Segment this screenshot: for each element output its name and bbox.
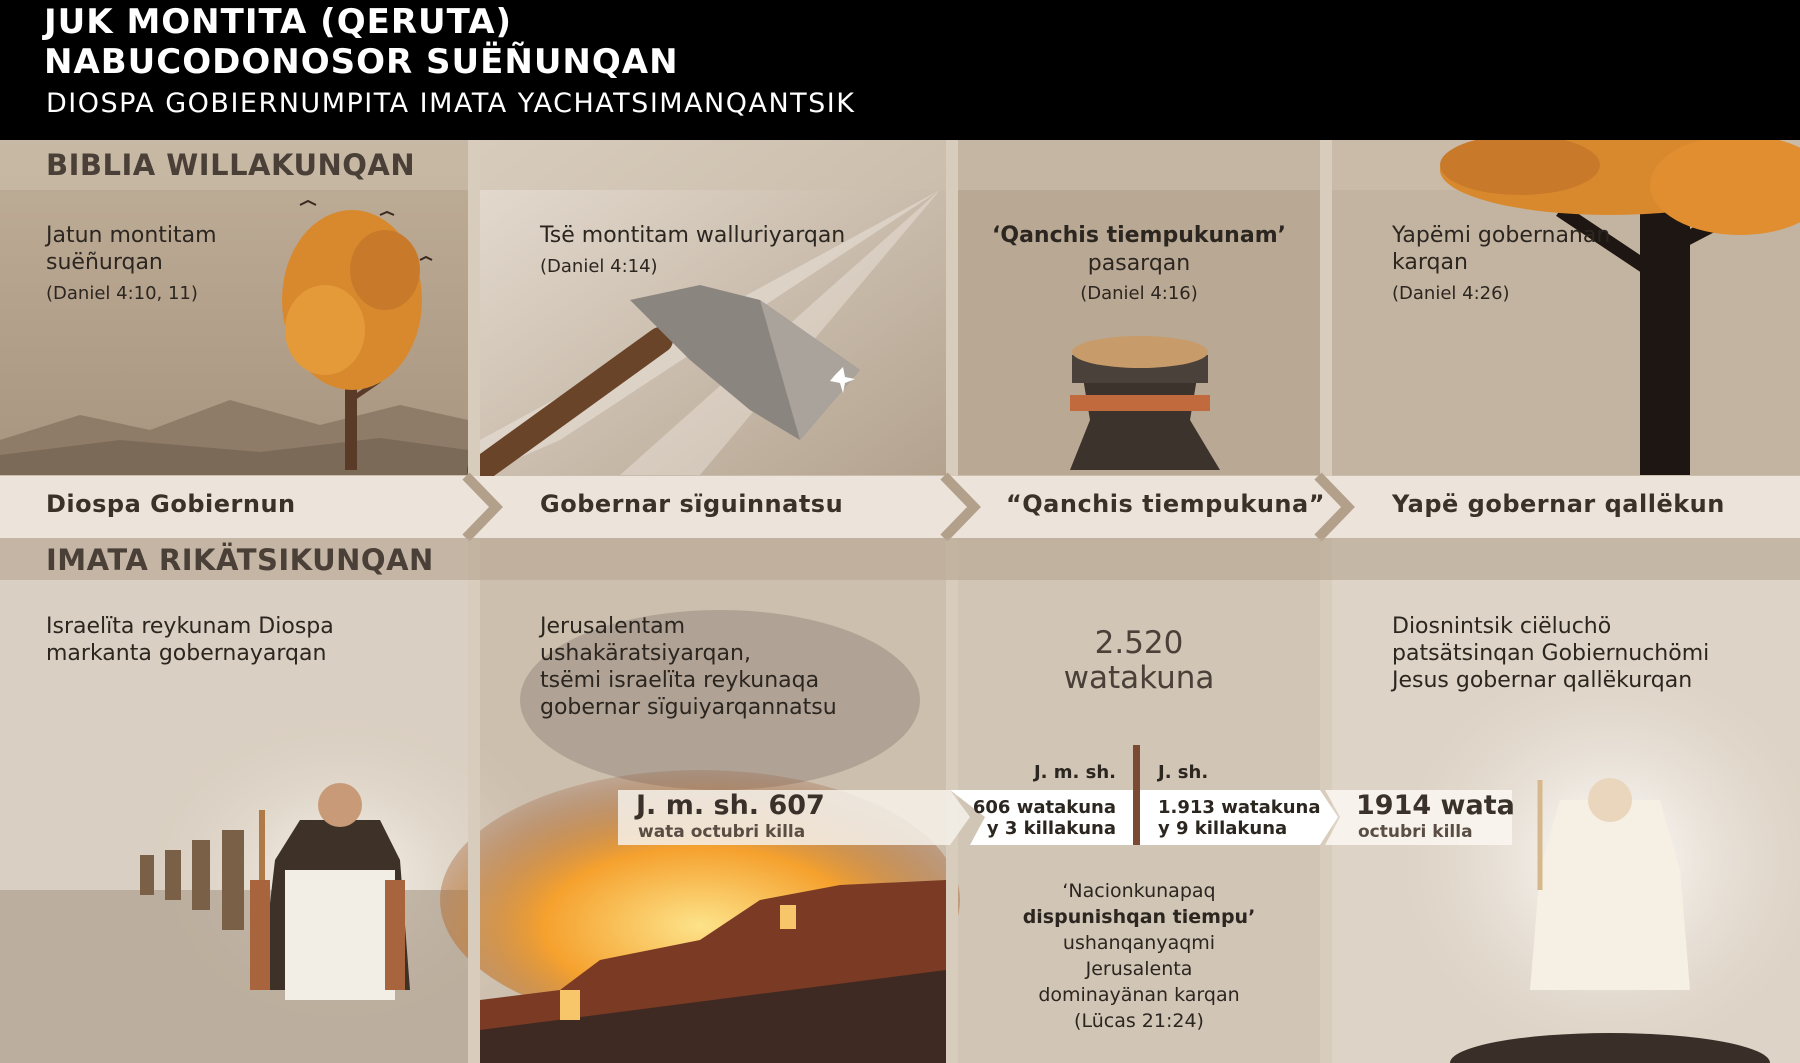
top-section-title: BIBLIA WILLAKUNQAN [46, 148, 416, 182]
page-title-line1: JUK MONTITA (QERUTA) [44, 2, 513, 42]
band-label-seven-times: “Qanchis tiempukuna” [1006, 490, 1325, 518]
timeline-start-month: wata octubri killa [638, 822, 806, 842]
years-count: 2.520 [1094, 625, 1184, 661]
timeline-ad-span: 1.913 watakuna y 9 killakuna [1158, 797, 1321, 839]
panel4-bottom-text: Diosnintsik ciëluchö patsätsinqan Gobiernuchömi Jesus gobernar qallëkurqan [1392, 614, 1710, 693]
panel4-top-ref: (Daniel 4:26) [1392, 283, 1510, 304]
panel3-top-text: pasarqan [1087, 251, 1191, 276]
gentile-note-line2: dispunishqan tiempu’ [1022, 906, 1256, 928]
timeline-ad-label: J. sh. [1158, 762, 1209, 783]
gentile-note-ref: (Lücas 21:24) [1074, 1010, 1204, 1032]
panel2-bottom-text: Jerusalentam ushakäratsiyarqan, tsëmi israelïta reykunaqa gobernar sïguiyarqannatsu [540, 614, 837, 720]
gentile-note-rest: ushanqanyaqmi Jerusalenta dominayänan karqan [1038, 932, 1240, 1006]
timeline-end-year: 1914 wata [1356, 790, 1515, 821]
timeline-bc-label: J. m. sh. [1033, 762, 1116, 783]
years-count-unit: watakuna [1063, 660, 1215, 696]
page-subtitle: DIOSPA GOBIERNUMPITA IMATA YACHATSIMANQANTSIK [46, 88, 856, 119]
panel3-top-bold: ‘Qanchis tiempukunam’ [992, 223, 1286, 248]
panel2-top-text: Tsë montitam walluriyarqan [540, 223, 846, 248]
timeline-start-year: J. m. sh. 607 [636, 790, 825, 821]
bottom-section-title: IMATA RIKÄTSIKUNQAN [46, 543, 434, 577]
panel3-top-ref: (Daniel 4:16) [1080, 283, 1198, 304]
band-label-rule-interrupted: Gobernar sïguinnatsu [540, 490, 844, 518]
gentile-times-note [958, 878, 1320, 1034]
panel1-top-text: Jatun montitam suëñurqan [46, 223, 217, 275]
illustration-layer [0, 140, 1800, 1063]
timeline-bc-span: 606 watakuna y 3 killakuna [972, 797, 1116, 839]
timeline-end-month: octubri killa [1358, 822, 1473, 842]
band-label-divine-rule: Diospa Gobiernun [46, 490, 296, 518]
panel2-top-ref: (Daniel 4:14) [540, 256, 658, 277]
panel1-top-ref: (Daniel 4:10, 11) [46, 283, 198, 304]
panel1-bottom-text: Israelïta reykunam Diospa markanta gobernayarqan [46, 614, 334, 666]
gentile-note-line1: ‘Nacionkunapaq [1062, 880, 1216, 902]
header-bar [0, 0, 1800, 140]
panel4-top-text: Yapëmi gobernanan karqan [1392, 223, 1611, 275]
page-title-line2: NABUCODONOSOR SUËÑUNQAN [44, 42, 679, 82]
band-label-rule-resumes: Yapë gobernar qallëkun [1392, 490, 1725, 518]
